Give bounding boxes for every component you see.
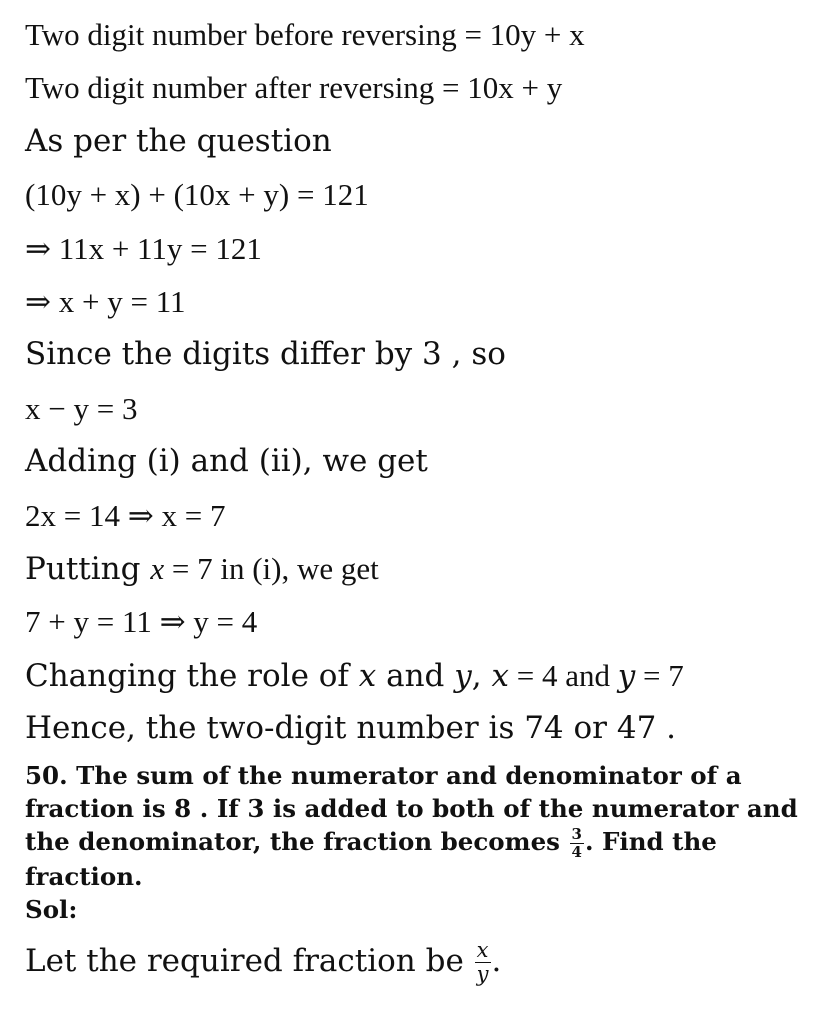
changing-line <box>25 649 815 702</box>
putting-var: x <box>150 550 165 586</box>
text-line-3: As per the question <box>25 122 332 159</box>
let-fraction-line <box>25 940 815 985</box>
fraction-x-over-y <box>475 940 491 985</box>
text-line-9: Adding (i) and (ii), we get <box>25 443 428 480</box>
text-line-1: Two digit number before reversing = 10y + x <box>25 17 585 52</box>
question-block <box>25 759 805 893</box>
equation-line-4: (10y + x) + (10x + y) = 121 <box>25 177 369 213</box>
text-line-7: Since the digits differ by 3 , so <box>25 336 506 373</box>
let-pre: Let the required fraction be <box>25 943 474 980</box>
equation-line-12: 7 + y = 11 ⇒ y = 4 <box>25 604 258 640</box>
hence-line: Hence, the two-digit number is 74 or 47 . <box>25 710 676 747</box>
changing-and: and <box>376 657 455 694</box>
question-row-2: fraction is 8 . If 3 is added to both of the numerator and <box>25 794 798 824</box>
changing-eq1: = 4 and <box>508 657 618 693</box>
changing-x2: x <box>491 657 509 694</box>
let-post: . <box>491 943 502 980</box>
equation-line-10: 2x = 14 ⇒ x = 7 <box>25 497 226 533</box>
question-row-3-pre: the denominator, the fraction becomes <box>25 827 569 857</box>
changing-pre: Changing the role of <box>25 657 359 694</box>
question-row-1: 50. The sum of the numerator and denominator of a <box>25 761 742 791</box>
equation-line-6: ⇒ x + y = 11 <box>25 283 186 319</box>
equation-line-8: x − y = 3 <box>25 390 138 426</box>
putting-post: = 7 in (i), we get <box>164 550 379 586</box>
putting-line <box>25 542 815 595</box>
changing-x: x <box>358 657 377 694</box>
sol-label: Sol: <box>25 895 78 925</box>
putting-pre: Putting <box>25 550 151 587</box>
changing-y2: y <box>617 657 636 694</box>
changing-eq2: = 7 <box>635 657 684 693</box>
solution-page <box>25 8 815 985</box>
question-row-3-post: . Find the <box>584 827 717 857</box>
changing-mid: , <box>471 657 492 694</box>
fraction-denominator: 4 <box>571 843 582 862</box>
fraction-y: y <box>476 962 489 987</box>
fraction-three-quarters <box>570 827 584 860</box>
question-row-3 <box>25 825 805 860</box>
changing-y: y <box>454 657 472 694</box>
fraction-x: x <box>475 940 491 963</box>
text-line-2: Two digit number after reversing = 10x + y <box>25 70 563 106</box>
fraction-numerator: 3 <box>571 825 582 844</box>
equation-line-5: ⇒ 11x + 11y = 121 <box>25 230 262 266</box>
question-row-4: fraction. <box>25 862 143 892</box>
